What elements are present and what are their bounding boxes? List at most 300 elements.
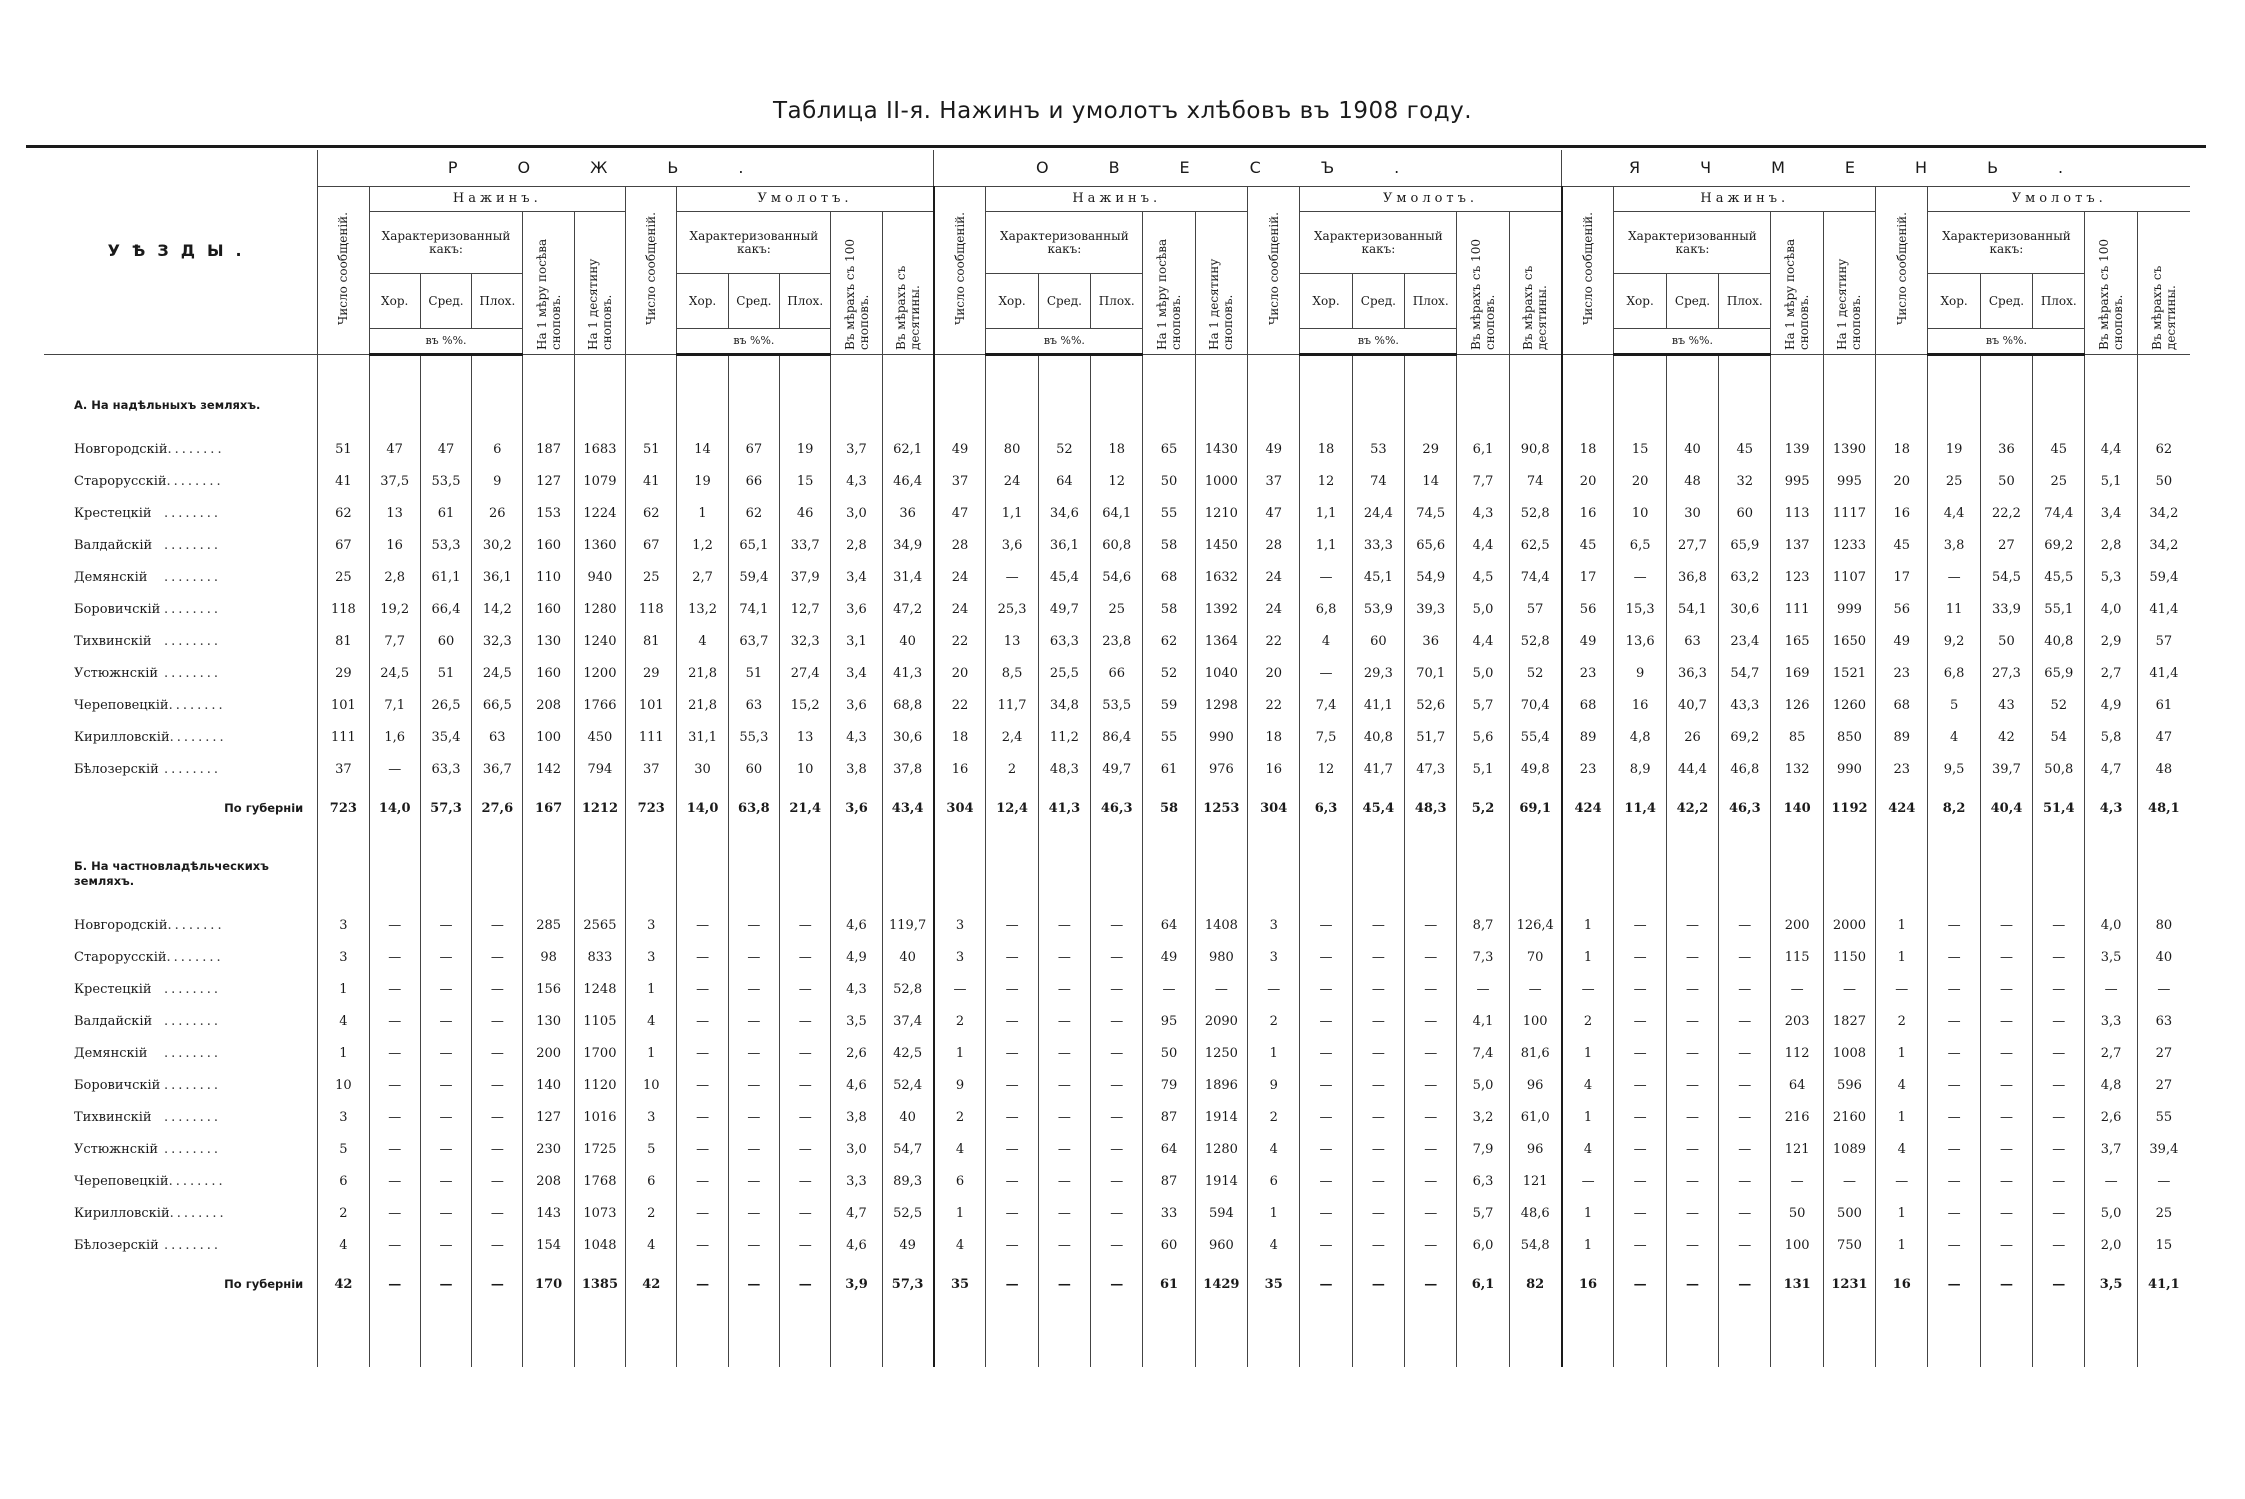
cell: 14,2 [472, 593, 523, 625]
cell: 130 [523, 625, 574, 657]
cell: — [1928, 973, 1980, 1005]
cell: 132 [1771, 753, 1823, 785]
cell: — [1562, 1165, 1614, 1197]
cell [2033, 831, 2085, 897]
cell [369, 421, 420, 433]
cell: 3,4 [831, 657, 882, 689]
cell [2085, 897, 2137, 909]
header-khor: Хор. [1928, 274, 1980, 328]
uezd-name [44, 1133, 318, 1165]
cell: 15,2 [780, 689, 831, 721]
header-umolot: Умолотъ. [1928, 187, 2190, 212]
cell [1457, 831, 1509, 897]
cell [1091, 831, 1143, 897]
cell [1562, 831, 1614, 897]
cell: — [780, 1069, 831, 1101]
cell: 70,1 [1405, 657, 1457, 689]
cell [369, 355, 420, 422]
cell [1928, 897, 1980, 909]
cell: 3 [1248, 941, 1300, 973]
uezd-name [44, 1165, 318, 1197]
cell [1666, 1307, 1718, 1367]
cell [1143, 1307, 1195, 1367]
cell: 49 [1248, 433, 1300, 465]
cell [420, 355, 471, 422]
cell: 19 [677, 465, 728, 497]
cell [1195, 421, 1247, 433]
cell: 51 [420, 657, 471, 689]
cell: 42 [1980, 721, 2032, 753]
cell: 64 [1143, 1133, 1195, 1165]
cell [1352, 1307, 1404, 1367]
cell [780, 355, 831, 422]
cell: 98 [523, 941, 574, 973]
uezd-label: Новгородскій [74, 441, 168, 457]
cell: 7,1 [369, 689, 420, 721]
cell: — [1091, 1261, 1143, 1307]
cell: 56 [1562, 593, 1614, 625]
cell: 3,4 [831, 561, 882, 593]
cell: — [677, 909, 728, 941]
cell [626, 421, 677, 433]
cell: 68,8 [882, 689, 933, 721]
cell [1928, 355, 1980, 422]
uezd-name [44, 625, 318, 657]
cell [1928, 1307, 1980, 1367]
table-row [44, 753, 2190, 785]
cell: 33,7 [780, 529, 831, 561]
cell: 2,8 [369, 561, 420, 593]
table-header [44, 150, 2190, 355]
cell: — [1719, 1229, 1771, 1261]
leader-dots: ........ [164, 1109, 222, 1125]
cell: 24,5 [472, 657, 523, 689]
cell: 3 [1248, 909, 1300, 941]
cell: — [1405, 1005, 1457, 1037]
cell: 20 [1614, 465, 1666, 497]
cell: 52,6 [1405, 689, 1457, 721]
header-sred: Сред. [1038, 274, 1090, 328]
table-row [44, 421, 2190, 433]
section-row [44, 355, 2190, 422]
header-plokh: Плох. [472, 274, 523, 328]
cell: 7,3 [1457, 941, 1509, 973]
cell: 87 [1143, 1165, 1195, 1197]
uezd-name [44, 941, 318, 973]
cell: 60 [1719, 497, 1771, 529]
cell: — [1352, 1005, 1404, 1037]
cell: — [1719, 1197, 1771, 1229]
cell: 2565 [574, 909, 625, 941]
cell: 1073 [574, 1197, 625, 1229]
cell: 52,8 [1509, 625, 1561, 657]
cell: 53,5 [420, 465, 471, 497]
cell: 1827 [1823, 1005, 1875, 1037]
cell [1666, 897, 1718, 909]
cell [1562, 355, 1614, 422]
cell: — [1666, 1261, 1718, 1307]
cell [523, 897, 574, 909]
cell: — [986, 1261, 1038, 1307]
cell: — [472, 1197, 523, 1229]
table-row [44, 941, 2190, 973]
cell: 34,2 [2137, 497, 2190, 529]
cell: 30 [1666, 497, 1718, 529]
cell [1614, 355, 1666, 422]
cell: 69,2 [1719, 721, 1771, 753]
cell: 74,5 [1405, 497, 1457, 529]
cell: 50,8 [2033, 753, 2085, 785]
cell: — [1980, 973, 2032, 1005]
table-row [44, 909, 2190, 941]
cell: 6 [626, 1165, 677, 1197]
cell: 62 [728, 497, 779, 529]
cell: 41,3 [1038, 785, 1090, 831]
cell [1719, 897, 1771, 909]
cell: 58 [1143, 593, 1195, 625]
cell: 57 [2137, 625, 2190, 657]
cell: 20 [1876, 465, 1928, 497]
cell: — [472, 1069, 523, 1101]
cell [1980, 421, 2032, 433]
cell: — [934, 973, 986, 1005]
cell: 33,9 [1980, 593, 2032, 625]
cell [1823, 421, 1875, 433]
cell: 25 [626, 561, 677, 593]
cell: 137 [1771, 529, 1823, 561]
cell: 2 [626, 1197, 677, 1229]
cell: 3,6 [831, 593, 882, 625]
uezd-name [44, 433, 318, 465]
cell [523, 1307, 574, 1367]
cell [318, 1307, 369, 1367]
cell: — [1719, 1069, 1771, 1101]
cell: 3 [626, 1101, 677, 1133]
uezd-label: Устюжнскій [74, 1141, 159, 1157]
table-row [44, 433, 2190, 465]
cell: 6,8 [1928, 657, 1980, 689]
cell [2137, 831, 2190, 897]
cell: 41 [626, 465, 677, 497]
cell: 64 [1771, 1069, 1823, 1101]
cell: 47,3 [1405, 753, 1457, 785]
cell: — [1300, 909, 1352, 941]
cell: 87 [1143, 1101, 1195, 1133]
cell: — [1091, 1229, 1143, 1261]
cell [1562, 1307, 1614, 1367]
cell: — [728, 1101, 779, 1133]
cell: — [1719, 909, 1771, 941]
cell: 36,7 [472, 753, 523, 785]
header-chislo-soobshcheniy: Число сообщеній. [1876, 187, 1928, 355]
cell: 29,3 [1352, 657, 1404, 689]
cell: — [1038, 1037, 1090, 1069]
cell: 156 [523, 973, 574, 1005]
cell: — [472, 1133, 523, 1165]
cell: — [369, 973, 420, 1005]
cell: 48,6 [1509, 1197, 1561, 1229]
cell [1509, 831, 1561, 897]
cell: 65,6 [1405, 529, 1457, 561]
cell [728, 1307, 779, 1367]
cell: — [780, 1037, 831, 1069]
total-row [44, 785, 2190, 831]
cell: — [420, 973, 471, 1005]
cell: 74 [1509, 465, 1561, 497]
cell: — [1980, 1069, 2032, 1101]
cell: — [1300, 1069, 1352, 1101]
table-row [44, 1133, 2190, 1165]
cell: 41,1 [1352, 689, 1404, 721]
leader-dots: ........ [164, 569, 222, 585]
cell: 54,8 [1509, 1229, 1561, 1261]
cell: 18 [1300, 433, 1352, 465]
cell: 61,0 [1509, 1101, 1561, 1133]
cell: 4,3 [831, 721, 882, 753]
cell: — [780, 1165, 831, 1197]
cell: — [1091, 1197, 1143, 1229]
cell: 4,6 [831, 1069, 882, 1101]
cell: 14 [677, 433, 728, 465]
cell: 27,6 [472, 785, 523, 831]
cell: 52 [2033, 689, 2085, 721]
cell: 23 [1876, 753, 1928, 785]
cell: 153 [523, 497, 574, 529]
table-body [44, 355, 2190, 1368]
cell: — [1038, 1261, 1090, 1307]
cell: 1016 [574, 1101, 625, 1133]
cell: — [986, 941, 1038, 973]
cell: 3,5 [2085, 1261, 2137, 1307]
cell: 50 [1980, 625, 2032, 657]
header-plokh: Плох. [1091, 274, 1143, 328]
cell [1666, 421, 1718, 433]
cell: 40 [882, 1101, 933, 1133]
cell [1405, 897, 1457, 909]
cell: — [986, 1037, 1038, 1069]
cell: 25 [2137, 1197, 2190, 1229]
top-rule [26, 145, 2206, 148]
cell: 1120 [574, 1069, 625, 1101]
cell: — [1352, 1165, 1404, 1197]
cell: 51,4 [2033, 785, 2085, 831]
cell: 200 [523, 1037, 574, 1069]
cell: 167 [523, 785, 574, 831]
cell: — [2033, 1229, 2085, 1261]
cell: 68 [1562, 689, 1614, 721]
cell [420, 897, 471, 909]
cell: 4,8 [2085, 1069, 2137, 1101]
cell: 7,5 [1300, 721, 1352, 753]
cell: 5,3 [2085, 561, 2137, 593]
cell: — [780, 909, 831, 941]
cell [2137, 1307, 2190, 1367]
cell: — [1091, 1005, 1143, 1037]
cell [1876, 831, 1928, 897]
cell: 7,4 [1457, 1037, 1509, 1069]
cell: 4,4 [2085, 433, 2137, 465]
cell: 1650 [1823, 625, 1875, 657]
uezd-name [44, 689, 318, 721]
cell: 4,3 [2085, 785, 2137, 831]
cell [1771, 897, 1823, 909]
uezd-label: Кирилловскій [74, 1205, 170, 1221]
cell: — [986, 1101, 1038, 1133]
cell: — [1143, 973, 1195, 1005]
cell: 2,0 [2085, 1229, 2137, 1261]
cell: 1429 [1195, 1261, 1247, 1307]
cell: 17 [1876, 561, 1928, 593]
cell: 63 [728, 689, 779, 721]
cell: 23,4 [1719, 625, 1771, 657]
header-v-pct: въ %%. [986, 328, 1143, 355]
cell: 37 [318, 753, 369, 785]
cell [831, 897, 882, 909]
cell: 24 [1248, 561, 1300, 593]
cell: 43,3 [1719, 689, 1771, 721]
cell: 10 [318, 1069, 369, 1101]
cell [574, 831, 625, 897]
cell: 50 [1143, 465, 1195, 497]
cell: — [369, 1101, 420, 1133]
cell: — [1195, 973, 1247, 1005]
cell: — [1928, 941, 1980, 973]
uezd-name [44, 909, 318, 941]
cell [1876, 1307, 1928, 1367]
cell: 1 [1562, 1229, 1614, 1261]
cell: 6,1 [1457, 433, 1509, 465]
cell [1666, 831, 1718, 897]
cell [2085, 355, 2137, 422]
cell [574, 355, 625, 422]
cell: — [1719, 1133, 1771, 1165]
cell: 15,3 [1614, 593, 1666, 625]
cell: 1632 [1195, 561, 1247, 593]
cell [1195, 831, 1247, 897]
cell: 127 [523, 465, 574, 497]
cell: — [472, 1261, 523, 1307]
cell: 47 [1248, 497, 1300, 529]
cell [1457, 355, 1509, 422]
cell: 4 [934, 1133, 986, 1165]
cell [1719, 831, 1771, 897]
cell: 10 [780, 753, 831, 785]
cell [2033, 897, 2085, 909]
cell: 1408 [1195, 909, 1247, 941]
cell: — [420, 1069, 471, 1101]
cell: 3,8 [1928, 529, 1980, 561]
cell: 54,1 [1666, 593, 1718, 625]
cell: 1360 [574, 529, 625, 561]
cell: 111 [626, 721, 677, 753]
cell: 1 [626, 973, 677, 1005]
uezd-name [44, 1037, 318, 1069]
cell: 26 [472, 497, 523, 529]
uezd-name [44, 497, 318, 529]
cell: 4,0 [2085, 909, 2137, 941]
leader-dots: ........ [164, 633, 222, 649]
cell: 1250 [1195, 1037, 1247, 1069]
cell: — [1614, 1165, 1666, 1197]
cell: 2000 [1823, 909, 1875, 941]
cell: — [1352, 1101, 1404, 1133]
cell: 58 [1143, 529, 1195, 561]
cell: — [1038, 1229, 1090, 1261]
cell: 41,4 [2137, 593, 2190, 625]
cell: 1260 [1823, 689, 1875, 721]
cell: 119,7 [882, 909, 933, 941]
cell: — [1091, 1037, 1143, 1069]
cell: 1192 [1823, 785, 1875, 831]
cell: 1450 [1195, 529, 1247, 561]
cell: 45 [1562, 529, 1614, 561]
cell: 67 [728, 433, 779, 465]
table-row [44, 897, 2190, 909]
leader-dots: ........ [164, 1077, 222, 1093]
cell: 46,8 [1719, 753, 1771, 785]
cell [1876, 421, 1928, 433]
leader-dots: ........ [164, 1141, 222, 1157]
cell [1771, 355, 1823, 422]
cell [626, 831, 677, 897]
cell [934, 831, 986, 897]
cell: 1079 [574, 465, 625, 497]
cell [1980, 831, 2032, 897]
uezd-name [44, 1101, 318, 1133]
cell [1091, 421, 1143, 433]
cell [523, 831, 574, 897]
leader-dots: ........ [164, 761, 222, 777]
cell: — [1300, 657, 1352, 689]
cell: — [728, 1037, 779, 1069]
table-row [44, 721, 2190, 753]
cell: 12,7 [780, 593, 831, 625]
cell [1614, 897, 1666, 909]
cell: 61 [1143, 753, 1195, 785]
cell: 143 [523, 1197, 574, 1229]
cell: 53 [1352, 433, 1404, 465]
cell: — [1928, 1165, 1980, 1197]
cell: 13,2 [677, 593, 728, 625]
cell [472, 1307, 523, 1367]
cell [1719, 421, 1771, 433]
cell: 160 [523, 593, 574, 625]
cell: — [1666, 1165, 1718, 1197]
cell [1509, 897, 1561, 909]
uezd-label: Тихвинскій [74, 1109, 152, 1125]
cell: — [728, 1197, 779, 1229]
cell: 63,2 [1719, 561, 1771, 593]
cell: 69,2 [2033, 529, 2085, 561]
cell [1038, 355, 1090, 422]
cell: 60,8 [1091, 529, 1143, 561]
cell: 1 [1876, 941, 1928, 973]
cell [1614, 421, 1666, 433]
crop-header-oats: ОВЕСЪ. [934, 150, 1562, 187]
cell: 4 [1248, 1229, 1300, 1261]
cell: 96 [1509, 1069, 1561, 1101]
cell [2085, 421, 2137, 433]
cell: — [1719, 1037, 1771, 1069]
cell: 203 [1771, 1005, 1823, 1037]
cell: 59 [1143, 689, 1195, 721]
cell: 2 [318, 1197, 369, 1229]
cell: — [420, 909, 471, 941]
table-row [44, 593, 2190, 625]
uezd-name [44, 657, 318, 689]
cell: 27 [1980, 529, 2032, 561]
header-plokh: Плох. [1405, 274, 1457, 328]
